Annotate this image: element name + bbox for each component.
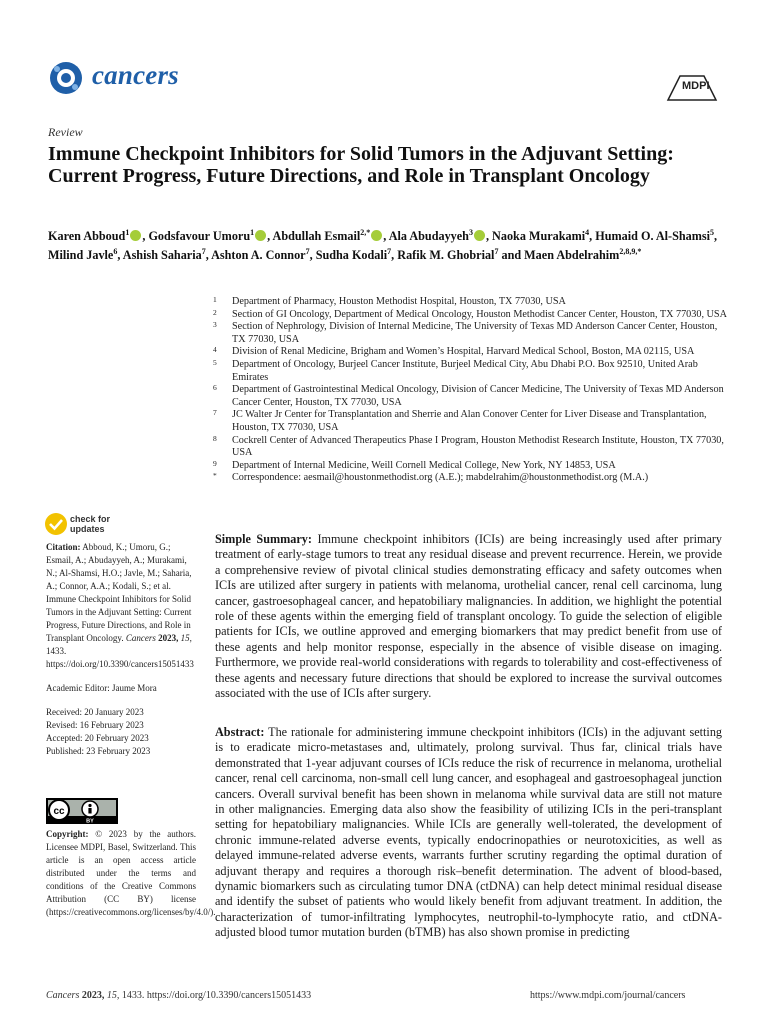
citation-year: 2023, <box>158 633 179 643</box>
author-affiliation-marker: 1 <box>125 228 130 237</box>
author-affiliation-marker: 2,* <box>360 228 371 237</box>
citation-volume: 15, <box>180 633 192 643</box>
author-name: Naoka Murakami <box>492 229 586 244</box>
affiliation-number: 4 <box>213 345 217 355</box>
author-affiliation-marker: 1 <box>250 228 255 237</box>
affiliation-item <box>210 472 730 485</box>
date-line: Received: 20 January 2023 <box>46 707 144 717</box>
author-name: Rafik M. Ghobrial <box>397 248 495 263</box>
academic-editor: Academic Editor: Jaume Mora <box>46 683 157 693</box>
affiliation-number: 7 <box>213 408 217 418</box>
author-name: and Maen Abdelrahim <box>501 248 620 263</box>
svg-text:cc: cc <box>53 806 65 817</box>
affiliation-text: Department of Gastrointestinal Medical Oncology, Division of Cancer Medicine, The University of Texas MD Anderson Cancer Center, Houston, TX 77030, USA <box>232 384 724 408</box>
affiliation-text: Cockrell Center of Advanced Therapeutics Phase I Program, Houston Methodist Research Institute, Houston, TX 77030, USA <box>232 434 724 459</box>
author-affiliation-marker: 7 <box>305 247 310 257</box>
citation-label: Citation: <box>46 542 81 552</box>
simple-summary-text: Immune checkpoint inhibitors (ICIs) are being increasingly used after primary treatment of early-stage tumors to treat any residual disease and prevent recurrence. Herein, we provide a comprehensive review of pivotal clinical studies demonstrating efficacy and safety outcomes when ICIs are utilized after surgery in patients with melanoma, urothelial cancer, renal cell carcinoma, lung cancer, gastroesophageal cancer, and hepatobiliary malignancies. In addition, we highlight the potential role of these agents within the emerging field of transplant oncology. To guide the selection of eligible patients for ICIs, we outline approved and emerging biomarkers that may predict benefit from use of these agents and help monitor response, especially in the absence of visible disease on imaging. Furthermore, we provide real-world considerations with regards to tolerability and cost-effectiveness of these agents and necessary future directions that should be explored to increase the survival outcomes associated with the use of ICIs after surgery. <box>215 532 723 701</box>
author-name: Ala Abudayyeh <box>388 229 469 244</box>
author-name: Humaid O. Al-Shamsi <box>595 229 711 244</box>
footer-year: 2023, <box>81 990 105 1001</box>
author-name: Milind Javle <box>48 248 114 263</box>
author-separator: , <box>267 229 273 244</box>
check-for-updates-label[interactable]: check for updates <box>70 514 111 534</box>
footer-journal-url[interactable]: https://www.mdpi.com/journal/cancers <box>530 990 686 1001</box>
affiliation-item <box>210 309 730 322</box>
journal-name: cancers <box>92 60 179 90</box>
author-separator: , <box>383 229 389 244</box>
simple-summary-label: Simple Summary: <box>215 532 312 546</box>
affiliation-text: Section of GI Oncology, Department of Medical Oncology, Houston Methodist Cancer Center, Houston, TX 77030, USA <box>232 308 727 320</box>
author-list <box>48 225 720 263</box>
check-for-updates-icon[interactable] <box>44 512 68 536</box>
copyright-text: © 2023 by the authors. Licensee MDPI, Basel, Switzerland. This article is an open access article distributed under the terms and conditions of the Creative Commons Attribution (CC BY) license (https://creativecommons.org/licenses/by/4.0/). <box>46 829 216 917</box>
affiliation-item <box>210 384 730 409</box>
sidebar-info <box>46 541 196 758</box>
author-separator: , <box>142 229 149 244</box>
affiliation-text: Department of Pharmacy, Houston Methodist Hospital, Houston, TX 77030, USA <box>232 296 566 307</box>
copyright-block <box>46 828 216 919</box>
footer-journal: Cancers <box>46 990 80 1001</box>
author-name: Sudha Kodali <box>315 248 388 263</box>
affiliation-item <box>210 435 730 460</box>
author-affiliation-marker: 7 <box>494 247 499 257</box>
citation-block <box>46 541 196 671</box>
footer-volume: 15, <box>106 990 120 1001</box>
orcid-icon[interactable] <box>474 230 485 241</box>
author-name: Ashton A. Connor <box>211 248 306 263</box>
affiliation-number: 3 <box>213 320 217 330</box>
affiliation-text: JC Walter Jr Center for Transplantation and Sherrie and Alan Conover Center for Liver Disease and Transplantation, Houston, TX 77030, USA <box>232 409 707 433</box>
affiliation-item <box>210 409 730 434</box>
footer-doi[interactable]: 1433. https://doi.org/10.3390/cancers15051433 <box>121 990 312 1001</box>
author-separator: , <box>205 248 212 263</box>
affiliation-number: 2 <box>213 307 217 317</box>
author-affiliation-marker: 5 <box>710 228 715 237</box>
author-name: Abdullah Esmail <box>272 229 361 244</box>
affiliation-text: Department of Internal Medicine, Weill Cornell Medical College, New York, NY 14853, USA <box>232 459 616 471</box>
orcid-icon[interactable] <box>371 230 382 241</box>
affiliation-list <box>210 296 730 485</box>
affiliation-text: Correspondence: aesmail@houstonmethodist.org (A.E.); mabdelrahim@houstonmethodist.org (M.A.) <box>232 472 649 484</box>
date-line: Published: 23 February 2023 <box>46 746 151 756</box>
publisher-name: MDPI <box>682 80 710 92</box>
author-affiliation-marker: 7 <box>387 247 392 257</box>
affiliation-number: * <box>213 471 217 481</box>
dates-block <box>46 706 196 758</box>
affiliation-item <box>210 321 730 346</box>
author-name: Karen Abboud <box>48 229 126 244</box>
citation-text: Abboud, K.; Umoru, G.; Esmail, A.; Abudayyeh, A.; Murakami, N.; Al-Shamsi, H.O.; Javle, M.; Saharia, A.; Connor, A.A.; Kodali, S.; et al. Immune Checkpoint Inhibitors for Solid Tumors in the Adjuvant Setting: Current Progress, Future Directions, and Role in Transplant Oncology. <box>46 542 192 643</box>
copyright-label: Copyright: <box>46 829 89 839</box>
cc-by-license-icon[interactable] <box>46 798 118 824</box>
journal-logo-icon <box>48 60 84 96</box>
author-separator: , <box>309 248 316 263</box>
article-type: Review <box>48 125 83 139</box>
svg-text:BY: BY <box>86 818 94 824</box>
affiliation-number: 8 <box>213 433 217 443</box>
affiliation-text: Section of Nephrology, Division of Internal Medicine, The University of Texas MD Anderson Cancer Center, Houston, TX 77030, USA <box>232 321 718 345</box>
abstract-label: Abstract: <box>215 725 265 739</box>
affiliation-text: Department of Oncology, Burjeel Cancer Institute, Burjeel Medical City, Abu Dhabi P.O. Box 92510, United Arab Emirates <box>232 358 698 383</box>
author-separator: , <box>485 229 493 244</box>
date-line: Accepted: 20 February 2023 <box>46 733 149 743</box>
author-separator: , <box>117 248 123 263</box>
footer-citation <box>46 990 311 1001</box>
author-affiliation-marker: 4 <box>585 228 590 237</box>
orcid-icon[interactable] <box>255 230 266 241</box>
author-affiliation-marker: 6 <box>113 247 118 257</box>
affiliation-item <box>210 346 730 359</box>
affiliation-text: Division of Renal Medicine, Brigham and Women’s Hospital, Harvard Medical School, Boston, MA 02115, USA <box>232 346 695 358</box>
author-separator: , <box>714 229 718 244</box>
affiliation-number: 6 <box>213 383 217 393</box>
author-separator: , <box>391 248 398 263</box>
affiliation-item <box>210 359 730 384</box>
citation-journal: Cancers <box>125 633 156 643</box>
abstract <box>215 725 722 941</box>
author-name: Godsfavour Umoru <box>148 229 251 244</box>
affiliation-number: 5 <box>213 357 217 367</box>
citation-doi[interactable]: 1433. https://doi.org/10.3390/cancers15051433 <box>46 646 194 669</box>
affiliation-number: 1 <box>213 295 217 304</box>
author-affiliation-marker: 3 <box>468 228 473 237</box>
author-separator: , <box>589 229 596 244</box>
paper-title: Immune Checkpoint Inhibitors for Solid Tumors in the Adjuvant Setting: Current Progress, Future Directions, and Role in Transplant Oncology <box>48 143 674 187</box>
affiliation-number: 9 <box>213 458 217 468</box>
affiliation-item <box>210 296 730 309</box>
simple-summary <box>215 532 722 701</box>
abstract-text: The rationale for administering immune checkpoint inhibitors (ICIs) in the adjuvant setting is to eradicate micro-metastases and, ultimately, prolong survival. Thus far, clinical trials have demonstrated that 1-year adjuvant courses of ICIs reduce the risk of recurrence in melanoma, urothelial cancer, renal cell carcinoma, non-small cell lung cancer, and esophageal and gastroesophageal junction cancers. Overall survival benefit has been shown in melanoma while survival data are still not mature in other malignancies. Emerging data also show the feasibility of utilizing ICIs in the peri-transplant setting for hepatobiliary malignancies. While ICIs are generally well-tolerated, the development of chronic immune-related adverse events, typically endocrinopathies or neurotoxicities, as well as delayed immune-related adverse events, warrants further scrutiny regarding the optimal duration of adjuvant therapy and requires a thorough risk–benefit determination. The advent of blood-based, dynamic biomarkers such as circulating tumor DNA (ctDNA) can help detect minimal residual disease and identify the subset of patients who would likely benefit from adjuvant treatment. In addition, the characterization of tumor-infiltrating lymphocytes, neutrophil-to-lymphocyte ratio, and ctDNA-adjusted blood tumor mutation burden (bTMB) has also shown promise in predicting <box>215 725 723 940</box>
date-line: Revised: 16 February 2023 <box>46 720 144 730</box>
author-affiliation-marker: 2,8,9,* <box>619 247 642 257</box>
orcid-icon[interactable] <box>130 230 141 241</box>
affiliation-item <box>210 460 730 473</box>
author-affiliation-marker: 7 <box>201 247 206 257</box>
author-name: Ashish Saharia <box>122 248 202 263</box>
